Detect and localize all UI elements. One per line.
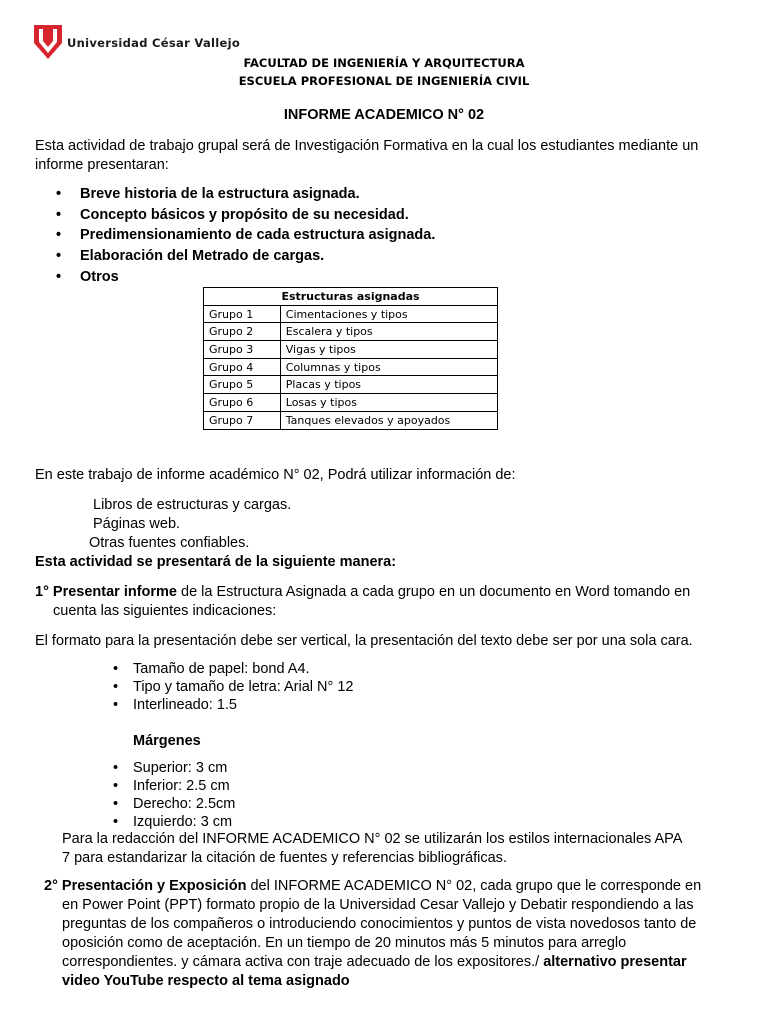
source-item: Otras fuentes confiables. [89, 535, 250, 551]
group-cell: Grupo 3 [204, 341, 281, 359]
table-row [204, 394, 498, 412]
step2-highlight: alternativo presentar [543, 954, 687, 970]
format-paragraph: El formato para la presentación debe ser vertical, la presentación del texto debe ser por una sola cara. [35, 633, 693, 649]
apa-line: Para la redacción del INFORME ACADEMICO N° 02 se utilizarán los estilos internacionales APA [62, 831, 683, 847]
structure-cell: Placas y tipos [280, 376, 497, 394]
school-heading: ESCUELA PROFESIONAL DE INGENIERÍA CIVIL [238, 74, 530, 88]
group-cell: Grupo 7 [204, 411, 281, 429]
group-cell: Grupo 2 [204, 323, 281, 341]
sources-intro: En este trabajo de informe académico N° 02, Podrá utilizar información de: [35, 467, 516, 483]
structure-cell: Escalera y tipos [280, 323, 497, 341]
document-title: INFORME ACADEMICO N° 02 [283, 107, 485, 123]
margins-heading: Márgenes [133, 733, 201, 749]
list-item: • Superior: 3 cm [106, 759, 506, 777]
list-item: • Concepto básicos y propósito de su necesidad. [35, 205, 535, 226]
source-item: Libros de estructuras y cargas. [93, 497, 292, 513]
table-row [204, 358, 498, 376]
faculty-heading: FACULTAD DE INGENIERÍA Y ARQUITECTURA [243, 56, 525, 70]
list-item: • Inferior: 2.5 cm [106, 777, 506, 795]
list-item: • Predimensionamiento de cada estructura asignada. [35, 225, 535, 246]
group-cell: Grupo 1 [204, 305, 281, 323]
apa-line: 7 para estandarizar la citación de fuentes y referencias bibliográficas. [62, 850, 507, 866]
list-item: • Interlineado: 1.5 [106, 696, 506, 714]
step2-label: 2° Presentación y Exposición [44, 878, 247, 894]
step2-line [62, 953, 687, 972]
list-item: • Elaboración del Metrado de cargas. [35, 246, 535, 267]
structure-cell: Columnas y tipos [280, 358, 497, 376]
table-row [204, 341, 498, 359]
group-cell: Grupo 4 [204, 358, 281, 376]
table-row [204, 305, 498, 323]
table-row [204, 323, 498, 341]
margins-bullet-list [106, 759, 506, 831]
structure-cell: Vigas y tipos [280, 341, 497, 359]
structure-cell: Tanques elevados y apoyados [280, 411, 497, 429]
source-item: Páginas web. [93, 516, 181, 532]
intro-paragraph: Esta actividad de trabajo grupal será de Investigación Formativa en la cual los estudiantes mediante un informe presentaran: [35, 138, 699, 173]
assigned-structures-table [203, 287, 498, 430]
table-row [204, 376, 498, 394]
step1-continuation: cuenta las siguientes indicaciones: [53, 603, 277, 619]
step2-line: en Power Point (PPT) formato propio de la Universidad Cesar Vallejo y Debatir respondiendo a las [62, 897, 694, 913]
structure-cell: Cimentaciones y tipos [280, 305, 497, 323]
list-item: • Breve historia de la estructura asignada. [35, 184, 535, 205]
structure-cell: Losas y tipos [280, 394, 497, 412]
list-item: • Otros [35, 267, 535, 288]
table-row [204, 411, 498, 429]
step2-text: del INFORME ACADEMICO N° 02, cada grupo que le corresponde en [246, 878, 702, 894]
step2-line: preguntas de los compañeros o introduciendo conocimientos y puntos de vista novedosos tanto de [62, 916, 697, 932]
table-header: Estructuras asignadas [204, 288, 498, 306]
step1-text: de la Estructura Asignada a cada grupo en un documento en Word tomando en [177, 584, 691, 600]
ucv-shield-icon [34, 25, 62, 59]
list-item: • Tamaño de papel: bond A4. [106, 660, 506, 678]
intro-bullet-list [35, 184, 535, 288]
group-cell: Grupo 6 [204, 394, 281, 412]
step2-highlight: video YouTube respecto al tema asignado [62, 973, 350, 989]
group-cell: Grupo 5 [204, 376, 281, 394]
step2-text: correspondientes. y cámara activa con traje adecuado de los expositores./ [62, 954, 544, 970]
step2-line: oposición como de aceptación. En un tiempo de 20 minutos más 5 minutos para arreglo [62, 935, 627, 951]
university-name: Universidad César Vallejo [67, 36, 241, 50]
step1-label: 1° Presentar informe [35, 584, 177, 600]
format-bullet-list [106, 660, 506, 714]
step2-paragraph [44, 877, 754, 896]
step1-paragraph [35, 583, 735, 602]
list-item: • Derecho: 2.5cm [106, 795, 506, 813]
list-item: • Tipo y tamaño de letra: Arial N° 12 [106, 678, 506, 696]
activity-heading: Esta actividad se presentará de la siguiente manera: [35, 554, 397, 570]
list-item: • Izquierdo: 3 cm [106, 813, 506, 831]
